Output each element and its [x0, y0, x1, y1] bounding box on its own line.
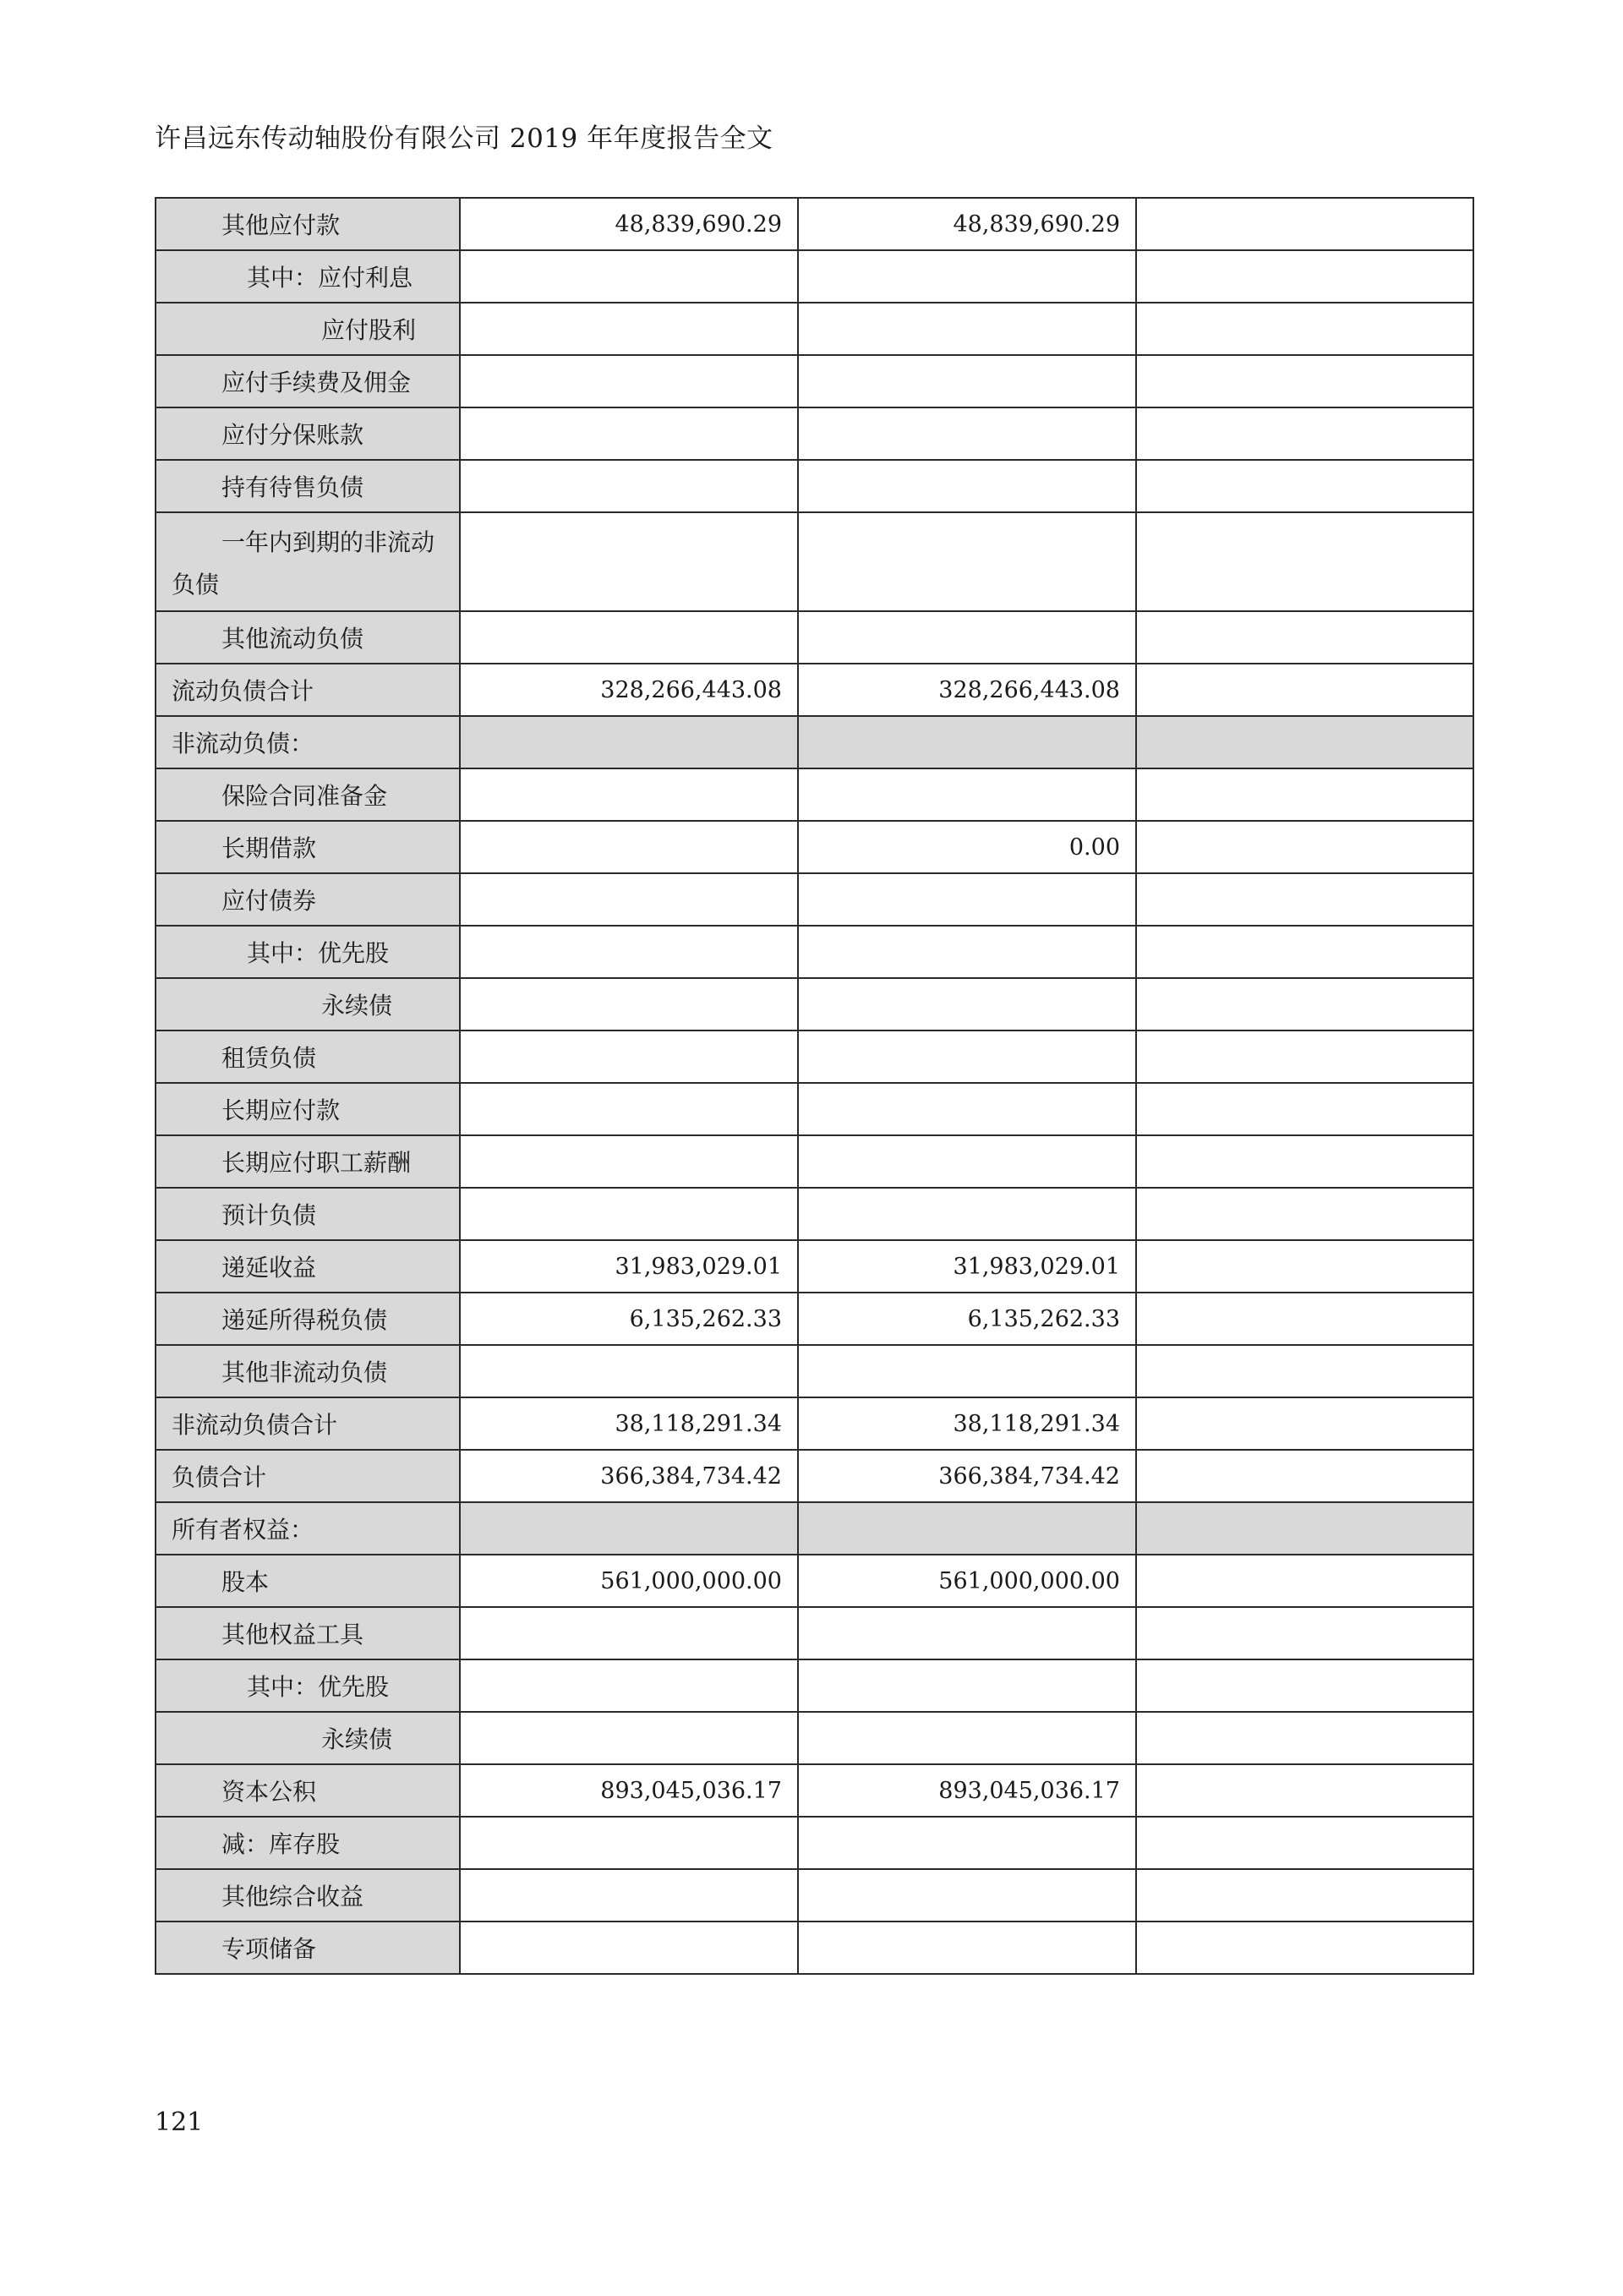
row-label: 保险合同准备金: [156, 768, 460, 821]
row-value-col-1: [460, 250, 798, 303]
row-label: 租赁负债: [156, 1030, 460, 1083]
row-value-col-3: [1136, 1659, 1473, 1712]
row-value-col-1: [460, 1607, 798, 1659]
table-row: [156, 611, 1473, 664]
row-value-col-2: [798, 1607, 1136, 1659]
row-value-col-1: [460, 1817, 798, 1869]
table-row: [156, 407, 1473, 460]
table-row: [156, 1817, 1473, 1869]
row-label: 递延收益: [156, 1240, 460, 1293]
row-label: 减：库存股: [156, 1817, 460, 1869]
row-value-col-2: [798, 1922, 1136, 1974]
row-value-col-1: [460, 1188, 798, 1240]
row-value-col-1: 328,266,443.08: [460, 664, 798, 716]
row-label: 递延所得税负债: [156, 1293, 460, 1345]
section-row: [156, 716, 1473, 768]
row-value-col-2: 48,839,690.29: [798, 198, 1136, 250]
table-row: [156, 1397, 1473, 1450]
row-label: 永续债: [156, 978, 460, 1030]
row-value-col-1: [460, 460, 798, 512]
row-value-col-2: [798, 512, 1136, 611]
row-value-col-2: [798, 1188, 1136, 1240]
table-row: [156, 664, 1473, 716]
row-value-col-1: [460, 1030, 798, 1083]
row-value-col-2: [798, 978, 1136, 1030]
row-value-col-3: [1136, 716, 1473, 768]
table-row: [156, 1922, 1473, 1974]
page-header: 许昌远东传动轴股份有限公司 2019 年年度报告全文: [155, 123, 773, 154]
row-value-col-3: [1136, 978, 1473, 1030]
row-value-col-1: [460, 303, 798, 355]
row-label: 其他非流动负债: [156, 1345, 460, 1397]
row-value-col-1: [460, 768, 798, 821]
row-value-col-2: [798, 873, 1136, 926]
row-value-col-3: [1136, 821, 1473, 873]
row-value-col-2: 0.00: [798, 821, 1136, 873]
table-row: [156, 1083, 1473, 1135]
row-value-col-1: [460, 1869, 798, 1922]
row-value-col-3: [1136, 1607, 1473, 1659]
row-label: 应付债券: [156, 873, 460, 926]
row-value-col-1: [460, 821, 798, 873]
row-value-col-2: [798, 926, 1136, 978]
row-value-col-1: [460, 873, 798, 926]
row-label: 应付分保账款: [156, 407, 460, 460]
row-value-col-3: [1136, 1555, 1473, 1607]
row-label: 预计负债: [156, 1188, 460, 1240]
row-value-col-3: [1136, 407, 1473, 460]
row-label: 其他流动负债: [156, 611, 460, 664]
table-row: [156, 1135, 1473, 1188]
row-value-col-3: [1136, 1450, 1473, 1502]
row-value-col-3: [1136, 1345, 1473, 1397]
row-value-col-3: [1136, 355, 1473, 407]
row-value-col-1: 31,983,029.01: [460, 1240, 798, 1293]
row-label: 负债合计: [156, 1450, 460, 1502]
row-label: [156, 512, 460, 611]
row-value-col-3: [1136, 926, 1473, 978]
row-value-col-3: [1136, 1240, 1473, 1293]
row-value-col-1: [460, 355, 798, 407]
row-value-col-3: [1136, 1083, 1473, 1135]
table-row: [156, 512, 1473, 611]
table-row: [156, 1607, 1473, 1659]
table-row: [156, 978, 1473, 1030]
table-row: [156, 1293, 1473, 1345]
row-value-col-1: 6,135,262.33: [460, 1293, 798, 1345]
row-value-col-2: [798, 355, 1136, 407]
row-value-col-2: [798, 716, 1136, 768]
row-value-col-2: [798, 611, 1136, 664]
balance-sheet-table: [155, 197, 1474, 1975]
row-value-col-2: [798, 407, 1136, 460]
table-row: [156, 873, 1473, 926]
row-value-col-3: [1136, 250, 1473, 303]
row-label: 长期借款: [156, 821, 460, 873]
table-row: [156, 1764, 1473, 1817]
table-row: [156, 460, 1473, 512]
row-value-col-2: 31,983,029.01: [798, 1240, 1136, 1293]
row-label: 非流动负债合计: [156, 1397, 460, 1450]
row-value-col-2: [798, 1030, 1136, 1083]
section-row: [156, 1502, 1473, 1555]
row-value-col-3: [1136, 512, 1473, 611]
row-value-col-3: [1136, 1817, 1473, 1869]
row-value-col-1: [460, 407, 798, 460]
row-value-col-1: [460, 1135, 798, 1188]
table-row: [156, 1240, 1473, 1293]
row-value-col-3: [1136, 1712, 1473, 1764]
table-row: [156, 1712, 1473, 1764]
row-value-col-2: [798, 1083, 1136, 1135]
row-label: 其他权益工具: [156, 1607, 460, 1659]
row-value-col-2: 561,000,000.00: [798, 1555, 1136, 1607]
row-value-col-1: [460, 611, 798, 664]
row-label: 所有者权益：: [156, 1502, 460, 1555]
row-value-col-1: 48,839,690.29: [460, 198, 798, 250]
table-row: [156, 250, 1473, 303]
page-number: 121: [155, 2107, 204, 2137]
row-label: 其中：优先股: [156, 926, 460, 978]
row-value-col-3: [1136, 1922, 1473, 1974]
row-value-col-2: [798, 250, 1136, 303]
row-value-col-3: [1136, 611, 1473, 664]
table-row: [156, 1345, 1473, 1397]
row-value-col-1: [460, 926, 798, 978]
row-value-col-1: [460, 1659, 798, 1712]
row-label: 其中：优先股: [156, 1659, 460, 1712]
row-label: 应付手续费及佣金: [156, 355, 460, 407]
row-label: 其中：应付利息: [156, 250, 460, 303]
row-value-col-1: 38,118,291.34: [460, 1397, 798, 1450]
row-label: 其他应付款: [156, 198, 460, 250]
row-value-col-3: [1136, 1764, 1473, 1817]
row-value-col-3: [1136, 198, 1473, 250]
row-label: 专项储备: [156, 1922, 460, 1974]
row-value-col-2: [798, 1659, 1136, 1712]
row-value-col-2: [798, 1869, 1136, 1922]
row-value-col-1: 561,000,000.00: [460, 1555, 798, 1607]
row-value-col-2: [798, 768, 1136, 821]
table-row: [156, 1030, 1473, 1083]
table-body: [156, 198, 1473, 1974]
row-label: 股本: [156, 1555, 460, 1607]
row-label: 永续债: [156, 1712, 460, 1764]
row-label-line-2: 负债: [172, 570, 220, 599]
row-label: 资本公积: [156, 1764, 460, 1817]
table-row: [156, 1450, 1473, 1502]
row-value-col-1: [460, 512, 798, 611]
row-value-col-1: [460, 1083, 798, 1135]
row-value-col-1: [460, 1502, 798, 1555]
table-row: [156, 1659, 1473, 1712]
row-value-col-2: [798, 1345, 1136, 1397]
row-label: 应付股利: [156, 303, 460, 355]
row-value-col-1: [460, 716, 798, 768]
row-value-col-2: 366,384,734.42: [798, 1450, 1136, 1502]
row-value-col-2: 328,266,443.08: [798, 664, 1136, 716]
table-row: [156, 303, 1473, 355]
row-value-col-3: [1136, 1293, 1473, 1345]
row-value-col-2: [798, 460, 1136, 512]
row-value-col-3: [1136, 460, 1473, 512]
row-value-col-3: [1136, 873, 1473, 926]
row-value-col-3: [1136, 1397, 1473, 1450]
row-value-col-1: 366,384,734.42: [460, 1450, 798, 1502]
row-value-col-3: [1136, 1188, 1473, 1240]
table-row: [156, 355, 1473, 407]
row-value-col-1: [460, 978, 798, 1030]
row-value-col-2: 38,118,291.34: [798, 1397, 1136, 1450]
row-label: 长期应付款: [156, 1083, 460, 1135]
row-value-col-3: [1136, 768, 1473, 821]
table-row: [156, 1555, 1473, 1607]
row-label-line-1: 一年内到期的非流动: [221, 528, 435, 556]
table-row: [156, 1869, 1473, 1922]
row-value-col-2: 893,045,036.17: [798, 1764, 1136, 1817]
row-value-col-1: [460, 1922, 798, 1974]
row-label: 持有待售负债: [156, 460, 460, 512]
row-label: 非流动负债：: [156, 716, 460, 768]
table-row: [156, 198, 1473, 250]
row-value-col-2: [798, 1135, 1136, 1188]
row-value-col-2: [798, 1817, 1136, 1869]
row-value-col-3: [1136, 1502, 1473, 1555]
row-label: 其他综合收益: [156, 1869, 460, 1922]
row-value-col-3: [1136, 1869, 1473, 1922]
table-row: [156, 821, 1473, 873]
row-value-col-1: [460, 1712, 798, 1764]
row-label: 长期应付职工薪酬: [156, 1135, 460, 1188]
row-value-col-2: [798, 1712, 1136, 1764]
row-value-col-2: 6,135,262.33: [798, 1293, 1136, 1345]
row-value-col-3: [1136, 303, 1473, 355]
table-row: [156, 926, 1473, 978]
row-label: 流动负债合计: [156, 664, 460, 716]
row-value-col-1: [460, 1345, 798, 1397]
table-row: [156, 768, 1473, 821]
row-value-col-3: [1136, 1030, 1473, 1083]
row-value-col-2: [798, 1502, 1136, 1555]
row-value-col-1: 893,045,036.17: [460, 1764, 798, 1817]
row-value-col-2: [798, 303, 1136, 355]
row-value-col-3: [1136, 664, 1473, 716]
row-value-col-3: [1136, 1135, 1473, 1188]
table-row: [156, 1188, 1473, 1240]
